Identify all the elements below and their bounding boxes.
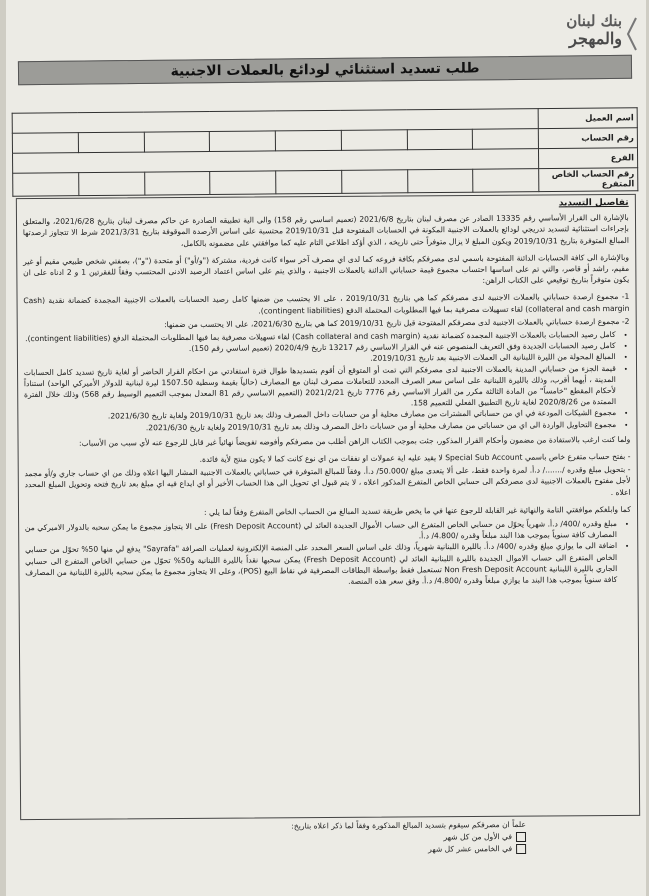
- sub-account-digit-cell[interactable]: [78, 172, 144, 196]
- payment-date-section: [226, 819, 526, 857]
- list-item: • كامل رصيد الحسابات بالعملات الاجنبية المجمدة كضمانة نقدية (Cash collateral and cash margin) لقاء تسهيلات مصرفية بما فيها المطلوبات المحتملة الدفع (contingent liabilities).: [24, 329, 616, 344]
- details-section: [23, 198, 632, 594]
- sub-account-digit-cell[interactable]: [144, 172, 210, 196]
- item-2: 2- مجموع ارصدة حساباتي بالعملات الاجنبية لدى مصرفكم المفتوحة قبل تاريخ 2019/10/31 كما هي بتاريخ 2021/6/30، على الا يحتسب من ضمنها:: [164, 316, 630, 329]
- payment-method-list: [25, 518, 631, 589]
- sub-account-digit-cell[interactable]: [473, 169, 539, 193]
- account-digit-cell[interactable]: [473, 129, 539, 150]
- account-digit-cell[interactable]: [12, 133, 78, 154]
- paragraph-6: كما وابلغكم موافقتي التامة والنهائية غير القابلة للرجوع عنها في ما يخص طريقة تسديد المبالغ من الحساب الخاص المتفرع وفقاً لما يلي :: [203, 504, 631, 517]
- account-digit-cell[interactable]: [210, 131, 276, 152]
- logo-line-2: والمهجر: [569, 29, 622, 48]
- form-title: طلب تسديد استثنائي لودائع بالعملات الاجنبية: [18, 55, 632, 85]
- sub-account-digit-cell[interactable]: [407, 169, 473, 193]
- sub-account-label: رقم الحساب الخاص المتفرع: [539, 168, 638, 192]
- checkbox-fifteenth-of-month[interactable]: [516, 844, 526, 854]
- list-item: • مبلغ وقدره /400/ د.أ. شهرياً يحوّل من حسابي الخاص المتفرع الى حساب الأموال الجديدة العائد لي (Fresh Deposit Account) على الا يتجاوز مجموع ما يمكن سحبه بالدولار الاميركي من المصارف كافة سنوياً بموجب هذا البند مبلغاً وقدره /4.800/ د.أ.: [25, 518, 617, 545]
- customer-name-label: اسم العميل: [538, 108, 637, 129]
- payment-date-intro: علماً ان مصرفكم سيقوم بتسديد المبالغ المذكورة وفقاً لما ذكر اعلاه بتاريخ:: [291, 819, 526, 831]
- account-digit-cell[interactable]: [341, 130, 407, 151]
- bank-logo: [482, 12, 622, 56]
- list-item: • المبالغ المحولة من الليرة اللبنانية الى العملات الاجنبية بعد تاريخ 2019/10/31.: [24, 351, 616, 366]
- sub-account-digit-cell[interactable]: [210, 171, 276, 195]
- sub-account-digit-cell[interactable]: [13, 173, 79, 197]
- list-item: • مجموع الشيكات المودعة في اي من حساباتي المشترات من مصارف محلية أو من حسابات داخل المصرف وذلك بعد تاريخ 2019/10/31 ولغاية تاريخ 2021/6/30.: [24, 407, 616, 422]
- option-fifteenth-of-month[interactable]: [226, 843, 526, 857]
- list-item: • قيمة الجزء من حساباتي المدينة بالعملات الاجنبية لدى مصرفكم التي تمت أو المتوقع أن أقوم بتسديدها طوال فترة استفادتي من احكام القرار الحاضر أو لغاية تاريخ تسديد كامل الحسابات المدينة ، أيهما أقرب، وذلك بالليرة اللبنانية على اساس سعر الصرف المحدد للتعاملات مصرف لبنان مع المصارف (حالياً بقيمة وسطية 1507.50 ليرة لبنانية للدولار الأميركي الواحد) استناداً لأحكام المقطع "خامساً" من المادة الثالثة مكرر من القرار الاساسي رقم 7776 تاريخ 2021/2/21 (التعميم الاساسي رقم 81 المعدل بموجب التعميم الوسيط رقم 568) وذلك خلال الفترة الممتدة من 2020/8/26 لغاية تاريخ التطبيق الفعلي للتعميم 158.: [24, 363, 616, 412]
- list-item: • كامل رصيد الحسابات الجديدة وفق التعريف المنصوص عنه في القرار الاساسي رقم 13217 تاريخ 2020/4/9 (تعميم اساسي رقم 150).: [24, 340, 616, 355]
- sub-account-digit-cell[interactable]: [276, 170, 342, 194]
- item-1: 1- مجموع ارصدة حساباتي بالعملات الاجنبية لدى مصرفكم كما هي بتاريخ 2019/10/31 ، على الا يحتسب من ضمنها كامل رصيد الحسابات بالعملات الاجنبية المجمدة كضمانة نقدية (Cash collateral and cash margin) لقاء تسهيلات مصرفية بما فيها المطلوبات المحتملة الدفع (contingent liabilities).: [23, 292, 630, 316]
- paragraph-4: - بفتح حساب متفرع خاص باسمي Special Sub Account لا يقيد عليه اية عمولات او نفقات من اي نوع كانت كما لا يكون منتج لأية فائدة.: [199, 451, 631, 464]
- option-first-label: في الأول من كل شهر: [443, 832, 513, 842]
- account-digit-cell[interactable]: [78, 132, 144, 153]
- checkbox-first-of-month[interactable]: [516, 832, 526, 842]
- details-heading: تفاصيل التسديد: [558, 197, 629, 209]
- exclusions-list: [24, 329, 631, 434]
- table-row: [13, 168, 638, 196]
- bank-logo-mark-icon: [626, 16, 638, 52]
- account-digit-cell[interactable]: [275, 130, 341, 151]
- logo-line-1: بنك لبنان: [566, 12, 622, 30]
- list-item: • مجموع التحاويل الواردة الى اي من حساباتي من مصارف محلية أو من حسابات داخل المصرف وذلك بعد تاريخ 2019/10/31 ولغاية تاريخ 2021/6/30.: [24, 419, 616, 434]
- account-number-label: رقم الحساب: [538, 128, 637, 149]
- paragraph-3: ولما كنت ارغب بالاستفادة من مضمون وأحكام القرار المذكور، جئت بموجب الكتاب الراهن أطلب من مصرفكم وأفوضه تفويضاً نهائياً غير قابل للرجوع عنه لأي سبب من الأسباب:: [78, 434, 631, 448]
- branch-label: الفرع: [538, 148, 637, 169]
- option-fifteenth-label: في الخامس عشر كل شهر: [428, 844, 513, 854]
- account-digit-cell[interactable]: [407, 129, 473, 150]
- form-page: [6, 0, 646, 896]
- customer-info-table: [12, 107, 639, 196]
- list-item: • اضافة الى ما يوازي مبلغ وقدره /400/ د.أ. بالليرة اللبنانية شهرياً، وذلك على اساس السعر المحدد على المنصة الإلكترونية لعمليات الصرافة "Sayrafa" يدفع لي منها 50% تحوّل من حسابي الخاص المتفرع الى حساب الاموال الجديدة بالليرة اللبنانية العائد لي (Fresh Deposit Account) يمكن سحبها نقداً بالليرة اللبنانية و50% تحوّل من حسابي الخاص المتفرع الى حسابي الجاري بالليرة اللبنانية Non Fresh Deposit Account تستعمل فقط بواسطة البطاقات المصرفية في نقاط البيع (POS)، وعلى الا يتجاوز مجموع ما يمكن سحبه بالليرة اللبنانية من المصارف كافة سنوياً بموجب هذا البند ما يوازي مبلغاً وقدره /4.800/ د.أ. وفق سعر هذه المنصة.: [25, 540, 617, 589]
- paragraph-1: بالإشارة الى القرار الأساسي رقم 13335 الصادر عن مصرف لبنان بتاريخ 2021/6/8 (تعميم اساسي رقم 158) والى الية تطبيقه الصادرة عن حاكم مصرف لبنان بتاريخ 2021/6/28، والمتعلق بإجراءات استثنائية لتسديد تدريجي لودائع بالعملات الاجنبية المكونة في الحسابات المفتوحة قبل 2019/10/31 محتسبة على اساس الأرصدة الموقوفة بتاريخ 2021/3/31 شرط الا تتجاوز ارصدتها المبالغ المتوفرة بتاريخ 2019/10/31 ويكون المبلغ لا يزال متوفراً حتى تاريخه ، الذي أؤكد اطلاعي التام عليه كما موافقتي على مضمونه بالكامل،: [22, 213, 629, 248]
- paragraph-2: وبالإشارة الى كافة الحسابات الدائنة المفتوحة باسمي لدى مصرفكم بكافة فروعه كما لدى اي مصرف آخر سواء كانت فردية، مشتركة ("و/أو") أو متحدة ("و")، بصفتي شخص طبيعي مقيم أو غير مقيم، راشد أو قاصر، والتي تم على اساسها احتساب مجموع قيمة حساباتي الدائنة بالعملات الاجنبية ، والذي يتم على اساس اعتماد الرصيد الادنى المحتسب وفقاً للفقرتين 1 و 2 ادناه على ان يكون متوفراً بتاريخ توقيعي على الكتاب الراهن:: [23, 252, 630, 286]
- paragraph-5: - بتحويل مبلغ وقدره /......./ د.أ. لمرة واحدة فقط، على ألا يتعدى مبلغ /50.000/ د.أ. وفقاً للمبالغ المتوفرة في حساباتي بالعملات الاجنبية المشار اليها اعلاه وذلك من اي حساب جاري و/أو مجمد لأجل مفتوح بالعملات الاجنبية لدى مصرفكم الى حسابي الخاص المتفرع المذكور اعلاه ، لا يتم قبول اي تحويل الى هذا الحساب الأخير أو اي ايداع فيه اي مبلغ بعد تاريخ فتحه وتحويل المبلغ المحدد اعلاه .: [24, 465, 631, 497]
- sub-account-digit-cell[interactable]: [341, 170, 407, 194]
- account-digit-cell[interactable]: [144, 132, 210, 153]
